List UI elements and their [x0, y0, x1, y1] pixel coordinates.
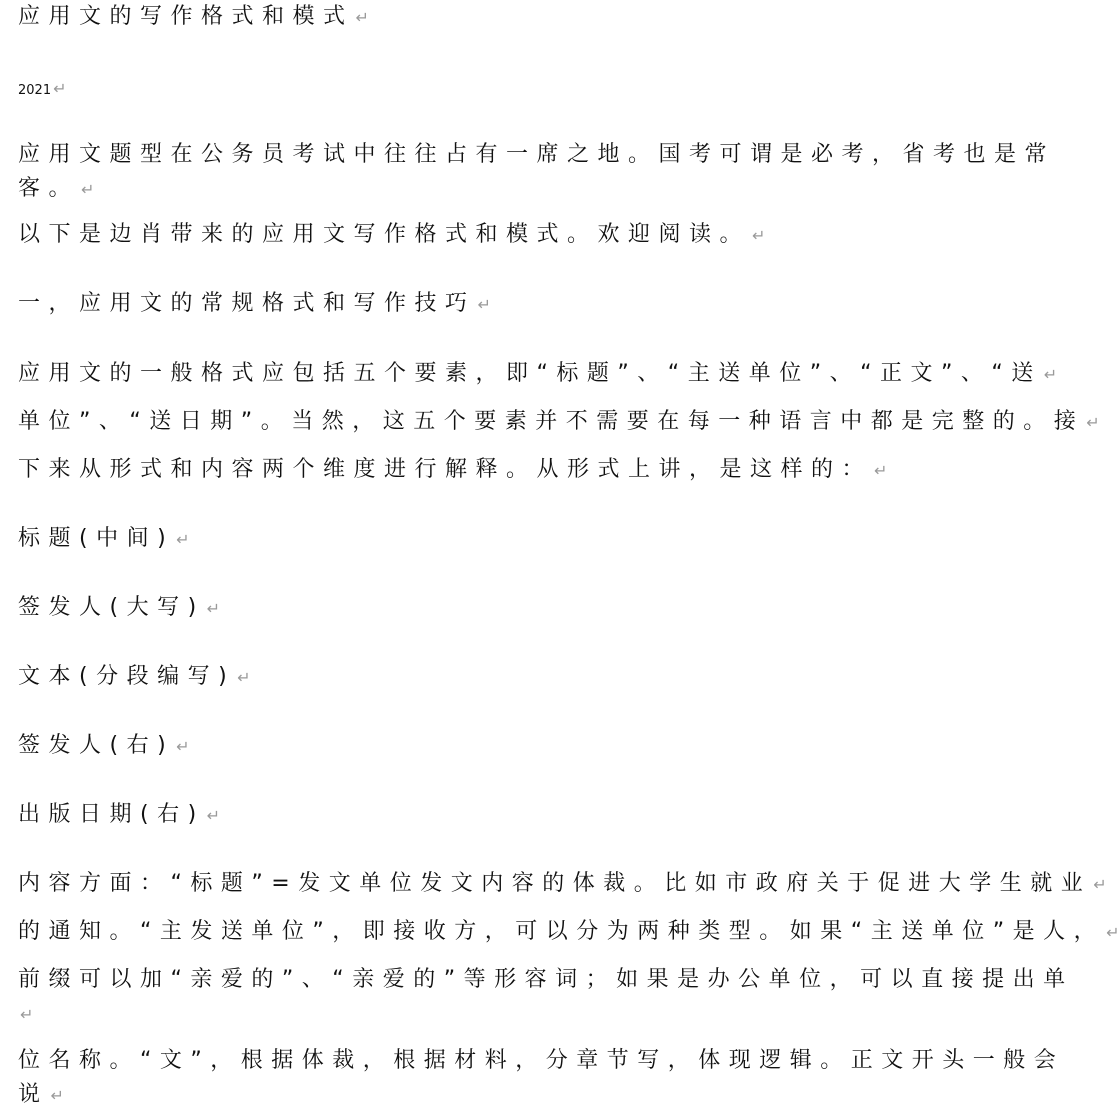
year-line: 2021 ↵	[18, 79, 67, 98]
body-line: 应用文的一般格式应包括五个要素，即“标题”、“主送单位”、“正文”、“送 ↵	[18, 361, 1058, 386]
body-line: 前缀可以加“亲爱的”、“亲爱的”等形容词；如果是办公单位，可以直接提出单↵	[18, 967, 1074, 1024]
paragraph-2: 以下是边肖带来的应用文写作格式和模式。欢迎阅读。 ↵	[18, 222, 766, 247]
paragraph-mark-icon: ↵	[176, 530, 190, 549]
body-line: 位名称。“文”，根据体裁，根据材料，分章节写，体现逻辑。正文开头一般会说 ↵	[18, 1048, 1065, 1107]
format-item: 文本(分段编写) ↵	[18, 664, 251, 689]
body-line: 下来从形式和内容两个维度进行解释。从形式上讲，是这样的： ↵	[18, 457, 888, 482]
paragraph-mark-icon: ↵	[206, 806, 221, 825]
paragraph-mark-icon: ↵	[50, 1086, 64, 1105]
paragraph-mark-icon: ↵	[477, 295, 491, 314]
paragraph-1: 应用文题型在公务员考试中往往占有一席之地。国考可谓是必考，省考也是常客。 ↵	[18, 142, 1056, 201]
body-line: 的通知。“主发送单位”，即接收方，可以分为两种类型。如果“主送单位”是人， ↵	[18, 919, 1120, 944]
paragraph-mark-icon: ↵	[81, 180, 95, 199]
paragraph-mark-icon: ↵	[1093, 875, 1107, 894]
paragraph-mark-icon: ↵	[53, 79, 67, 98]
paragraph-mark-icon: ↵	[206, 599, 221, 618]
paragraph-mark-icon: ↵	[874, 461, 888, 480]
paragraph-mark-icon: ↵	[176, 737, 190, 756]
format-item: 签发人(大写) ↵	[18, 595, 221, 620]
format-item: 标题(中间) ↵	[18, 526, 190, 551]
format-item: 出版日期(右) ↵	[18, 802, 221, 827]
paragraph-mark-icon: ↵	[1086, 413, 1100, 432]
document-title: 应用文的写作格式和模式 ↵	[18, 4, 369, 29]
paragraph-mark-icon: ↵	[752, 226, 766, 245]
body-line: 内容方面：“标题”=发文单位发文内容的体裁。比如市政府关于促进大学生就业 ↵	[18, 871, 1107, 896]
paragraph-mark-icon: ↵	[1043, 365, 1058, 384]
paragraph-mark-icon: ↵	[20, 1005, 34, 1024]
paragraph-mark-icon: ↵	[1106, 923, 1120, 942]
body-line: 单位”、“送日期”。当然，这五个要素并不需要在每一种语言中都是完整的。接 ↵	[18, 409, 1100, 434]
paragraph-mark-icon: ↵	[355, 8, 369, 27]
paragraph-mark-icon: ↵	[237, 668, 251, 687]
section-heading: 一，应用文的常规格式和写作技巧 ↵	[18, 291, 491, 316]
format-item: 签发人(右) ↵	[18, 733, 190, 758]
